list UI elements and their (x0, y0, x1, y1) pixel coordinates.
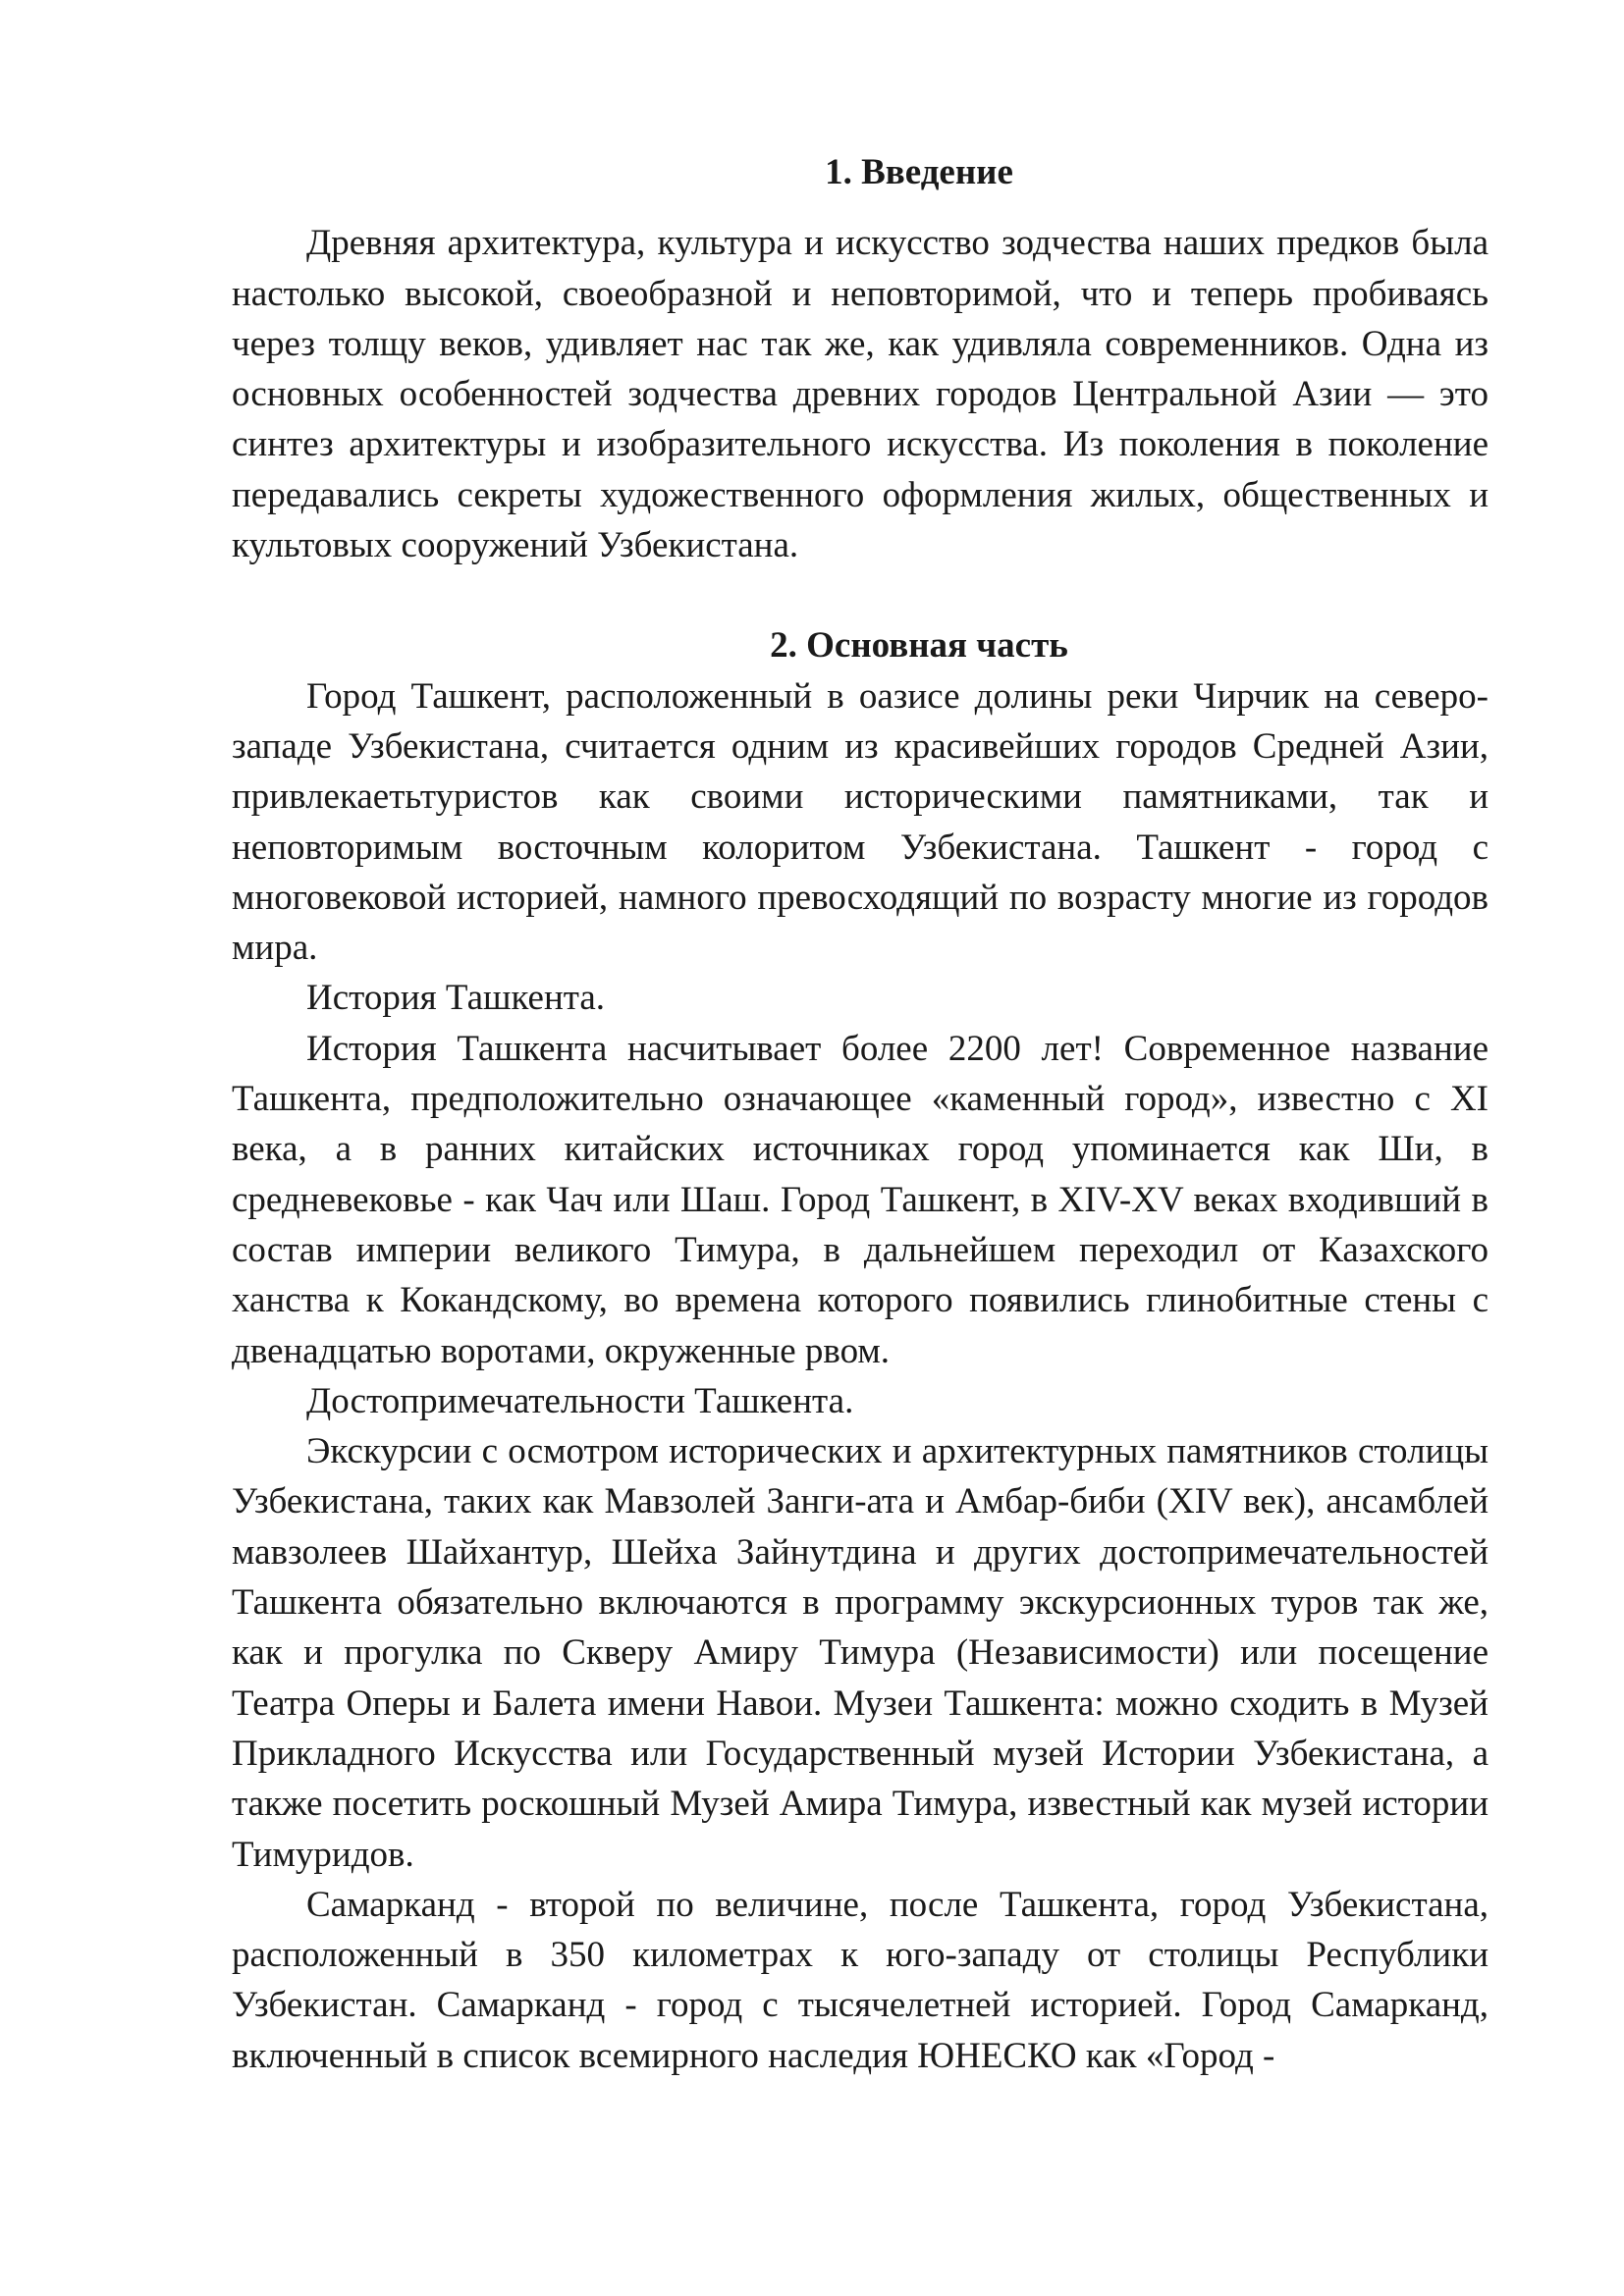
tashkent-sights-paragraph: Экскурсии с осмотром исторических и архитектурных памятников столицы Узбекистана, таких как Мавзолей Занги-ата и Амбар-биби (XIV век), ансамблей мавзолеев Шайхантур, Шейха Зайнутдина и других достопримечательностей Ташкента обязательно включаются в программу экскурсионных туров так же, как и прогулка по Скверу Амиру Тимура (Независимости) или посещение Театра Оперы и Балета имени Навои. Музеи Ташкента: можно сходить в Музей Прикладного Искусства или Государственный музей Истории Узбекистана, а также посетить роскошный Музей Амира Тимура, известный как музей истории Тимуридов. (232, 1431, 1489, 1875)
intro-paragraph: Древняя архитектура, культура и искусство зодчества наших предков была настолько высокой, своеобразной и неповторимой, что и теперь пробиваясь через толщу веков, удивляет нас так же, как удивляла современников. Одна из основных особенностей зодчества древних городов Центральной Азии — это синтез архитектуры и изобразительного искусства. Из поколения в поколение передавались секреты художественного оформления жилых, общественных и культовых сооружений Узбекистана. (232, 223, 1489, 566)
section-heading-main-part: 2. Основная часть (770, 625, 1068, 667)
document-page (232, 147, 1489, 2081)
tashkent-sights-subheading: Достопримечательности Ташкента. (306, 1380, 854, 1421)
samarkand-paragraph: Самарканд - второй по величине, после Ташкента, город Узбекистана, расположенный в 350 километрах к юго-западу от столицы Республики Узбекистан. Самарканд - город с тысячелетней историей. Город Самарканд, включенный в список всемирного наследия ЮНЕСКО как «Город - (232, 1884, 1489, 2076)
tashkent-history-subheading: История Ташкента. (306, 978, 606, 1019)
tashkent-history-paragraph: История Ташкента насчитывает более 2200 лет! Современное название Ташкента, предположительно означающее «каменный город», известно с XI века, а в ранних китайских источниках город упоминается как Ши, в средневековье - как Чач или Шаш. Город Ташкент, в XIV-XV веках входивший в состав империи великого Тимура, в дальнейшем переходил от Казахского ханства к Кокандскому, во времена которого появились глинобитные стены с двенадцатью воротами, окруженные рвом. (232, 1028, 1489, 1371)
section-heading-introduction: 1. Введение (825, 152, 1013, 192)
tashkent-overview-paragraph: Город Ташкент, расположенный в оазисе долины реки Чирчик на северо-западе Узбекистана, считается одним из красивейших городов Средней Азии, привлекаетьтуристов как своими историческими памятниками, так и неповторимым восточным колоритом Узбекистана. Ташкент - город с многовековой историей, намного превосходящий по возрасту многие из городов мира. (232, 675, 1489, 969)
